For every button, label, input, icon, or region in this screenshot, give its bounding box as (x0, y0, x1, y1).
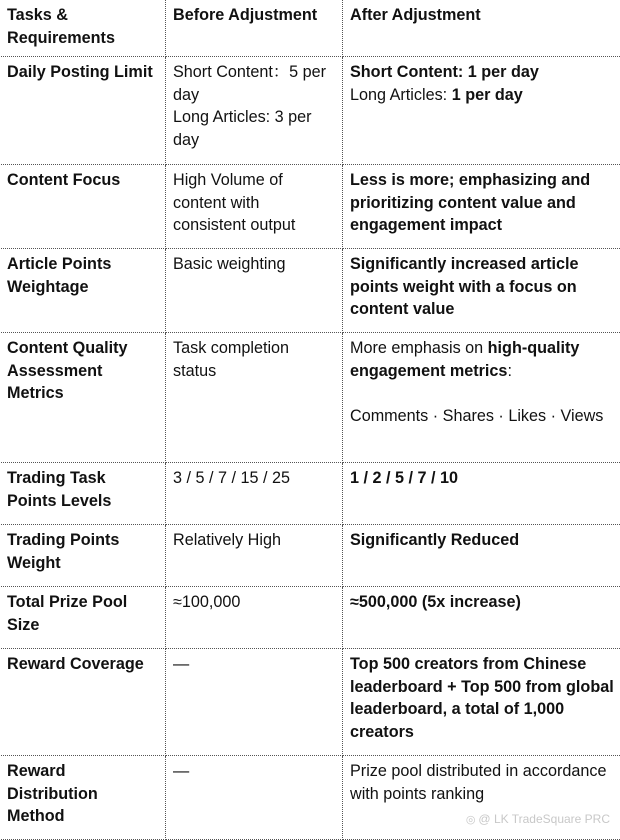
row-task: Trading Task Points Levels (0, 463, 166, 525)
row-task: Content Focus (0, 165, 166, 249)
row-before: — (166, 649, 343, 756)
row-before: High Volume of content with consistent output (166, 165, 343, 249)
row-task: Total Prize Pool Size (0, 587, 166, 649)
after-value: 1 per day (452, 86, 523, 104)
row-after (343, 57, 620, 165)
table-row (0, 525, 620, 587)
table-row (0, 57, 620, 165)
row-after: Significantly increased article points weight with a focus on content value (343, 249, 620, 333)
after-suffix: : (507, 362, 512, 380)
table-row (0, 756, 620, 840)
row-after: Top 500 creators from Chinese leaderboard + Top 500 from global leaderboard, a total of 1,000 creators (343, 649, 620, 756)
after-line (350, 84, 615, 107)
weibo-icon: ◎ (466, 814, 476, 826)
watermark (466, 812, 610, 826)
table-row (0, 463, 620, 525)
after-prefix: Long Articles: (350, 86, 452, 104)
row-before: Basic weighting (166, 249, 343, 333)
row-after: 1 / 2 / 5 / 7 / 10 (343, 463, 620, 525)
after-line: Short Content: 1 per day (350, 61, 615, 84)
row-task: Reward Coverage (0, 649, 166, 756)
row-before: 3 / 5 / 7 / 15 / 25 (166, 463, 343, 525)
row-task: Daily Posting Limit (0, 57, 166, 165)
row-task: Article Points Weightage (0, 249, 166, 333)
after-bold: high-quality engagement metrics (350, 339, 579, 380)
before-line: Short Content：5 per day (173, 61, 336, 106)
watermark-text: @ LK TradeSquare PRC (478, 812, 610, 826)
row-before: ≈100,000 (166, 587, 343, 649)
after-prefix: More emphasis on (350, 339, 488, 357)
row-before: Relatively High (166, 525, 343, 587)
row-after: ≈500,000 (5x increase) (343, 587, 620, 649)
row-before (166, 57, 343, 165)
table-row (0, 249, 620, 333)
before-line: Long Articles: 3 per day (173, 106, 336, 151)
row-after: Significantly Reduced (343, 525, 620, 587)
engagement-metrics: Comments · Shares · Likes · Views (350, 405, 615, 428)
row-before: Task completion status (166, 333, 343, 463)
header-before: Before Adjustment (166, 0, 343, 57)
header-after: After Adjustment (343, 0, 620, 57)
row-task: Reward Distribution Method (0, 756, 166, 840)
after-line (350, 337, 615, 382)
row-before: — (166, 756, 343, 840)
row-task: Content Quality Assessment Metrics (0, 333, 166, 463)
table-row (0, 165, 620, 249)
table-row (0, 649, 620, 756)
row-after (343, 333, 620, 463)
table-row (0, 333, 620, 463)
header-row (0, 0, 620, 57)
row-task: Trading Points Weight (0, 525, 166, 587)
table-row (0, 587, 620, 649)
header-tasks: Tasks & Requirements (0, 0, 166, 57)
row-after: Less is more; emphasizing and prioritizing content value and engagement impact (343, 165, 620, 249)
row-after: Prize pool distributed in accordance with points ranking (343, 756, 620, 840)
